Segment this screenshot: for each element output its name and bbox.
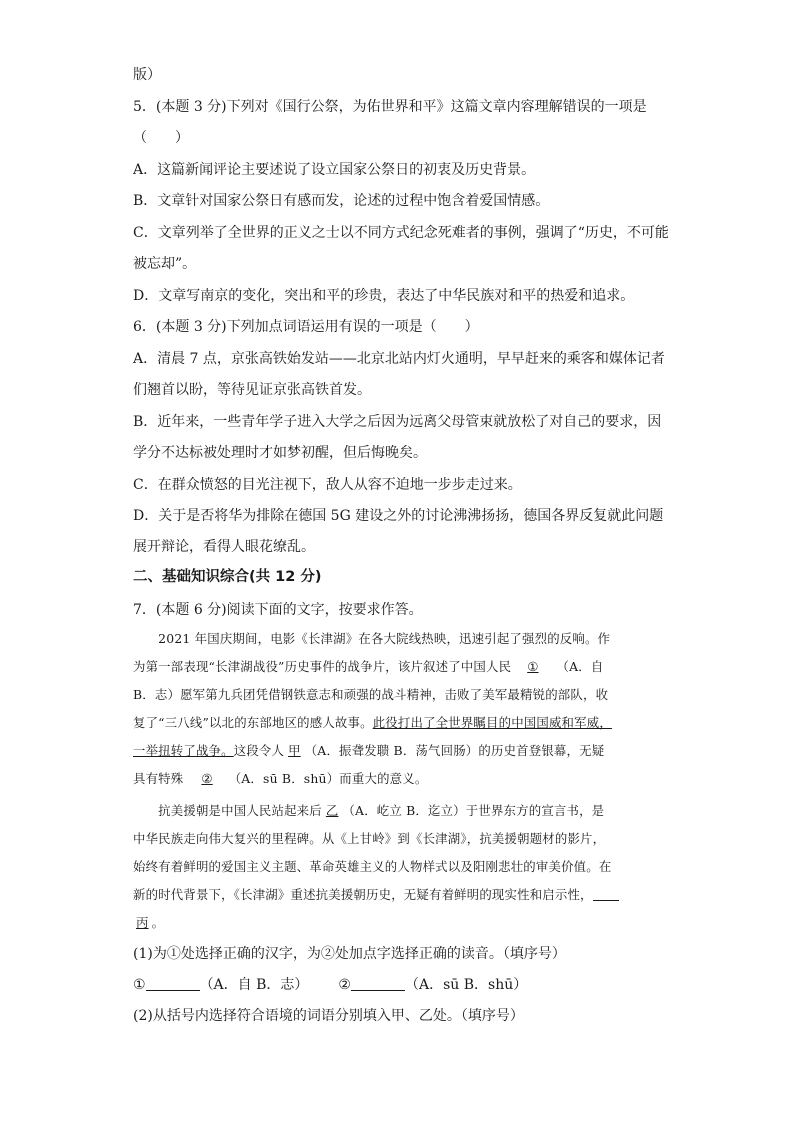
passage-line — [133, 741, 678, 761]
option-b: B．近年来，一些青年学子进入大学之后因为远离父母管束就放松了对自己的要求，因 — [133, 414, 662, 430]
passage-text: 这段令人 — [233, 743, 285, 758]
passage-text: 抗美援朝是中国人民站起来后 — [133, 803, 322, 818]
blank-1: ① — [527, 659, 539, 674]
question-6-stem: 6．(本题 3 分)下列加点词语运用有误的一项是（ ） — [133, 319, 479, 335]
passage-line — [133, 801, 678, 821]
option-c-cont: 被忘却”。 — [133, 256, 197, 272]
option-a: A．清晨 7 点，京张高铁始发站——北京北站内灯火通明，早早赶来的乘客和媒体记者 — [133, 351, 665, 367]
answer-blank[interactable] — [146, 976, 200, 991]
passage-line — [133, 913, 678, 933]
question-7-stem: 7．(本题 6 分)阅读下面的文字，按要求作答。 — [133, 602, 423, 618]
passage-text: （A．振聋发聩 B．荡气回肠）的历史首登银幕，无疑 — [304, 743, 605, 758]
option-d: D．文章写南京的变化，突出和平的珍贵，表达了中华民族对和平的热爱和追求。 — [133, 288, 635, 304]
passage-text: 新的时代背景下，《长津湖》重述抗美援朝历史，无疑有着鲜明的现实性和启示性， — [133, 887, 593, 902]
passage-line: 2021 年国庆期间，电影《长津湖》在各大院线热映，迅速引起了强烈的反响。作 — [133, 631, 611, 646]
sub-question-1-answers — [133, 975, 673, 995]
option-b: B．文章针对国家公祭日有感而发，论述的过程中饱含着爱国情感。 — [133, 193, 550, 209]
answer-options: （A．sū B．shū） — [404, 977, 528, 993]
passage-line — [133, 657, 678, 677]
option-a: A．这篇新闻评论主要述说了设立国家公祭日的初衷及历史背景。 — [133, 162, 536, 178]
passage-text: （A．屹立 B．迄立）于世界东方的宣言书，是 — [342, 803, 605, 818]
passage-line: 中华民族走向伟大复兴的里程碑。从《上甘岭》到《长津湖》，抗美援朝题材的影片， — [133, 831, 606, 846]
option-a-cont: 们翘首以盼，等待见证京张高铁首发。 — [133, 382, 371, 398]
answer-bracket: （ ） — [133, 130, 189, 146]
option-c: C．文章列举了全世界的正义之士以不同方式纪念死难者的事例，强调了“历史，不可能 — [133, 225, 669, 241]
blank-bing: 丙 — [136, 915, 149, 930]
passage-line: B．志）愿军第九兵团凭借钢铁意志和顽强的战斗精神，击败了美军最精锐的部队，收 — [133, 687, 609, 702]
passage-text: （A．sū B．shū）而重大的意义。 — [228, 771, 428, 786]
answer-blank[interactable] — [351, 976, 405, 991]
passage-text: （A．自 — [556, 659, 604, 674]
option-b-cont: 学分不达标被处理时才如梦初醒，但后悔晚矣。 — [133, 445, 427, 461]
option-c: C．在群众愤怒的目光注视下，敌人从容不迫地一步步走过来。 — [133, 477, 522, 493]
answer-options: （A．自 B．志） — [199, 977, 309, 993]
passage-line — [133, 769, 678, 789]
question-5-stem: 5．(本题 3 分)下列对《国行公祭，为佑世界和平》这篇文章内容理解错误的一项是 — [133, 99, 647, 115]
passage-text: 为第一部表现“长津湖战役”历史事件的战争片，该片叙述了中国人民 — [133, 659, 512, 674]
answer-mark: ② — [338, 977, 351, 993]
option-d: D．关于是否将华为排除在德国 5G 建设之外的讨论沸沸扬扬，德国各界反复就此问题 — [133, 508, 664, 524]
blank-bing-line — [593, 886, 619, 901]
passage-line: 始终有着鲜明的爱国主义主题、革命英雄主义的人物样式以及阳刚悲壮的审美价值。在 — [133, 859, 612, 874]
sub-question-1: (1)为①处选择正确的汉字，为②处加点字选择正确的读音。（填序号） — [133, 946, 566, 962]
passage-line — [133, 885, 678, 905]
text-line: 版） — [133, 67, 161, 83]
answer-mark: ① — [133, 977, 146, 993]
blank-2: ② — [201, 771, 213, 786]
underlined-sentence: 一举扭转了战争。 — [133, 743, 234, 758]
section-heading: 二、基础知识综合(共 12 分) — [133, 569, 322, 585]
passage-text: 。 — [151, 915, 165, 930]
passage-text: 具有特殊 — [133, 771, 184, 786]
passage-line — [133, 713, 678, 733]
underlined-sentence: 此役打出了全世界瞩目的中国国威和军威， — [372, 715, 612, 730]
blank-jia: 甲 — [288, 743, 301, 758]
option-d-cont: 展开辩论，看得人眼花缭乱。 — [133, 539, 315, 555]
passage-text: 复了“三八线”以北的东部地区的感人故事。 — [133, 715, 373, 730]
blank-yi: 乙 — [325, 803, 339, 818]
sub-question-2: (2)从括号内选择符合语境的词语分别填入甲、乙处。（填序号） — [133, 1008, 524, 1024]
